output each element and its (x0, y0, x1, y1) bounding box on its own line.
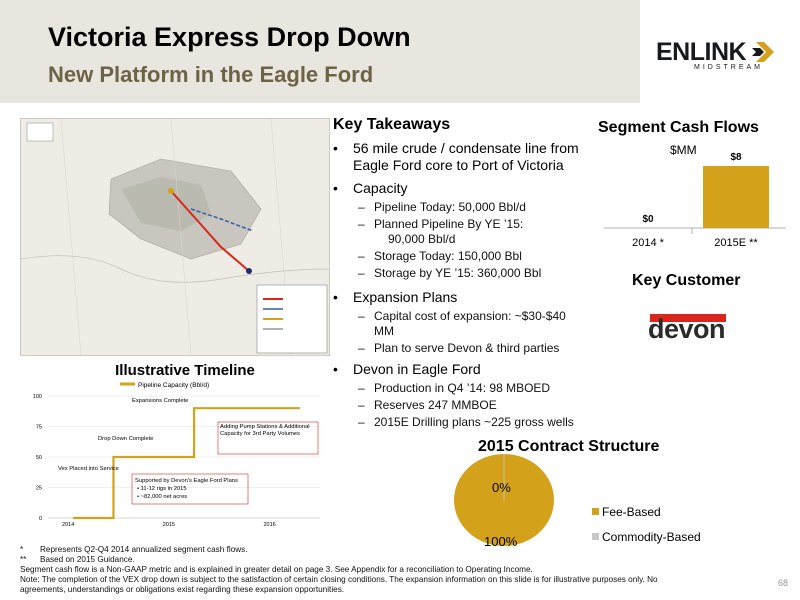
timeline-y-tick: 0 (38, 516, 42, 522)
enlink-logo-sub: MIDSTREAM (694, 64, 763, 71)
timeline-annotation-rigs: • 11-12 rigs in 2015 (137, 486, 187, 492)
footnote-mark: ** (20, 555, 27, 564)
timeline-y-tick: 50 (35, 455, 42, 461)
slide-title: Victoria Express Drop Down (48, 22, 411, 52)
timeline-chart (20, 378, 330, 528)
segment-cash-flows-title: Segment Cash Flows (598, 119, 759, 136)
pie-label-commodity: 0% (492, 480, 511, 495)
takeaway-text: Plan to serve Devon & third parties (374, 341, 560, 355)
takeaway-text: 56 mile crude / condensate line from (353, 140, 579, 156)
takeaway-text: Reserves 247 MMBOE (374, 398, 497, 412)
timeline-x-ticks (62, 522, 276, 528)
takeaway-text: Expansion Plans (353, 289, 458, 305)
takeaway-text: 2015E Drilling plans ~225 gross wells (374, 415, 574, 429)
enlink-logo (656, 38, 776, 78)
timeline-y-ticks (33, 394, 42, 522)
timeline-title: Illustrative Timeline (115, 362, 255, 379)
seg-ylabel: $MM (670, 143, 697, 157)
takeaway-text: MM (374, 324, 394, 338)
bullet-marker: • (333, 289, 338, 305)
key-customer-title: Key Customer (632, 272, 741, 289)
takeaway-text: Eagle Ford core to Port of Victoria (353, 157, 564, 173)
bullet-marker: • (333, 361, 338, 377)
timeline-x-tick: 2015 (162, 522, 176, 528)
timeline-annotation-drop-down: Drop Down Complete (98, 436, 154, 442)
bullet-marker: – (358, 398, 365, 412)
bullet-marker: – (358, 200, 365, 214)
slide-subtitle: New Platform in the Eagle Ford (48, 62, 374, 87)
takeaway-text: Capital cost of expansion: ~$30-$40 (374, 309, 566, 323)
timeline-annotation-devon: Supported by Devon's Eagle Ford Plans (135, 478, 238, 484)
takeaway-text: Planned Pipeline By YE ’15: (374, 217, 524, 231)
takeaway-text: 90,000 Bbl/d (388, 232, 456, 246)
timeline-annotation-expansions: Expansions Complete (132, 398, 189, 404)
bullet-marker: – (358, 249, 365, 263)
timeline-y-tick: 100 (32, 394, 42, 400)
timeline-annotation-vex-placed: Vex Placed into Service (58, 466, 119, 472)
takeaway-text: Pipeline Today: 50,000 Bbl/d (374, 200, 526, 214)
bullet-marker: – (358, 415, 365, 429)
timeline-legend-label: Pipeline Capacity (Bbl/d) (138, 382, 210, 389)
takeaway-text: Capacity (353, 180, 408, 196)
contract-structure-title: 2015 Contract Structure (478, 438, 660, 455)
timeline-y-tick: 25 (35, 485, 42, 492)
bullet-marker: • (333, 180, 338, 196)
timeline-x-tick: 2016 (263, 522, 276, 528)
timeline-x-tick: 2014 (62, 522, 75, 528)
legend-swatch-commodity (592, 533, 599, 540)
devon-logo: devon (648, 314, 726, 344)
enlink-arrow-icon (750, 40, 776, 64)
seg-category-label: 2014 * (632, 237, 664, 249)
legend-label-commodity: Commodity-Based (602, 530, 701, 544)
takeaway-text: Storage Today: 150,000 Bbl (374, 249, 522, 263)
seg-data-label: $0 (642, 214, 654, 225)
footnote-mark: * (20, 545, 24, 554)
timeline-y-tick: 75 (35, 424, 42, 431)
footnote-3: Segment cash flow is a Non-GAAP metric and is explained in greater detail on page 3. See Appendix for a reconciliation to Operating Income. (20, 565, 533, 574)
seg-bar (703, 166, 769, 228)
seg-data-label: $8 (730, 152, 742, 163)
segment-cash-flows-chart (596, 140, 792, 256)
footnote-4: Note: The completion of the VEX drop down is subject to the satisfaction of certain closing conditions. The expansion information on this slide is for illustrative purposes only. No (20, 575, 658, 584)
legend-label-fee: Fee-Based (602, 505, 661, 519)
bullet-marker: – (358, 266, 365, 280)
takeaway-text: Storage by YE ’15: 360,000 Bbl (374, 266, 542, 280)
footnote-2 (20, 555, 135, 565)
map-graphic (21, 119, 329, 355)
footnote-1 (20, 545, 248, 555)
footnote-5: agreements, understandings or obligations exist regarding these expansion opportunities. (20, 585, 345, 594)
enlink-logo-word: ENLINK (656, 38, 747, 66)
bullet-marker: – (358, 309, 365, 323)
seg-category-label: 2015E ** (714, 237, 758, 249)
legend-swatch-fee (592, 508, 599, 515)
bullet-marker: – (358, 341, 365, 355)
footnote-text: Based on 2015 Guidance. (40, 555, 135, 564)
takeaways-title: Key Takeaways (333, 116, 451, 133)
bullet-marker: – (358, 217, 365, 231)
timeline-annotation-acres: • ~82,000 net acres (137, 494, 188, 500)
pipeline-map (20, 118, 330, 356)
page-number: 68 (778, 578, 789, 588)
bullet-marker: – (358, 381, 365, 395)
bullet-marker: • (333, 140, 338, 156)
pie-label-fee: 100% (484, 534, 518, 549)
footnote-text: Represents Q2-Q4 2014 annualized segment cash flows. (40, 545, 248, 554)
takeaway-text: Production in Q4 ’14: 98 MBOED (374, 381, 551, 395)
timeline-annotation-pump: Adding Pump Stations & Additional Capacity for 3rd Party Volumes (220, 424, 310, 437)
takeaway-text: Devon in Eagle Ford (353, 361, 481, 377)
contract-structure-pie (446, 452, 566, 552)
